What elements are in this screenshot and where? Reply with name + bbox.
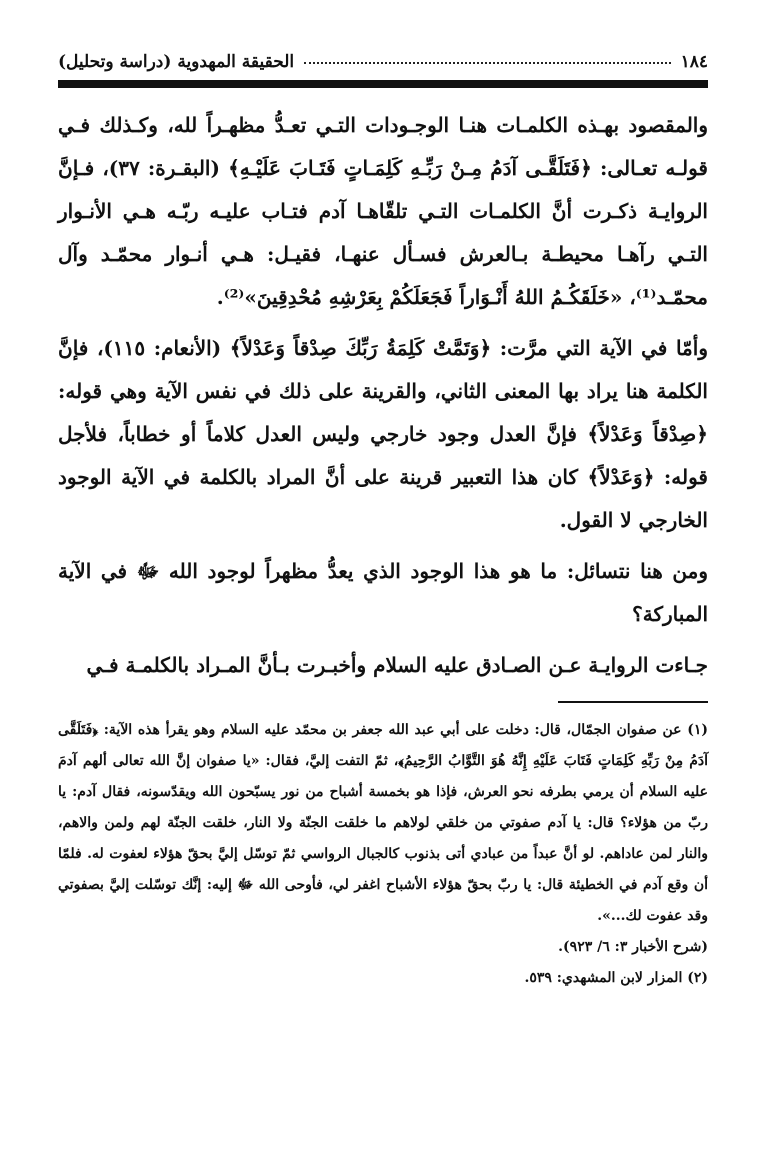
running-header [58, 38, 708, 72]
book-page [58, 38, 708, 1118]
footnote-2: (٢) المزار لابن المشهدي: ٥٣٩. [524, 970, 708, 986]
footnote-1: (١) عن صفوان الجمّال، قال: دخلت على أبي عبد الله جعفر بن محمّد عليه السلام وهو يقرأ هذه الآية: ﴿فَتَلَقَّى آدَمُ مِنْ رَبِّهِ كَلِمَاتٍ فَتَابَ عَلَيْهِ إِنَّهُ هُوَ التَّوَّابُ الرَّحِيمُ﴾، ثمّ التفت إليَّ، فقال: «يا صفوان إنَّ الله تعالى ألهم آدمَ عليه السلام أن يرمي بطرفه نحو العرش، فإذا هو بخمسة أشباح من نور يسبّحون الله ويقدّسونه، فقال آدم: يا ربّ من هؤلاء؟ قال: يا آدم صفوتي من خلقي لولاهم ما خلقت الجنّة ولا النار، خلقت الجنّة لهم ولمن والاهم، والنار لمن عاداهم. لو أنَّ عبداً من عبادي أتى بذنوب كالجبال الرواسي ثمّ توسّل إليَّ بحقّ هؤلاء لعفوت له. فلمّا أن وقع آدم في الخطيئة قال: يا ربّ بحقّ هؤلاء الأشباح اغفر لي، فأوحى الله ﷻ إليه: إنَّك توسّلت إليَّ بصفوتي وقد عفوت لك...». [58, 722, 708, 924]
paragraph-4: جـاءت الروايـة عـن الصـادق عليه السلام وأخبـرت بـأنَّ المـراد بالكلمـة فـي [86, 653, 708, 677]
footnote-divider [558, 701, 708, 703]
header-rule [58, 80, 708, 88]
main-text [58, 104, 708, 687]
paragraph-1: والمقصود بهـذه الكلمـات هنـا الوجـودات التـي تعـدُّ مظهـراً لله، وكـذلك فـي قولـه تعـالى: ﴿فَتَلَقَّـى آدَمُ مِـنْ رَبِّـهِ كَلِمَـاتٍ فَتَـابَ عَلَيْـهِ﴾ (البقـرة: ٣٧)، فـإنَّ الروايـة ذكـرت أنَّ الكلمـات التـي تلقّاهـا آدم فتـاب عليـه ربّـه هـي الأنـوار التـي رآهـا محيطـة بـالعرش فسـأل عنهـا، فقيـل: هـي أنـوار محمّـد وآل محمّـد⁽¹⁾، «خَلَقَكُـمُ اللهُ أَنْـوَاراً فَجَعَلَكُمْ بِعَرْشِهِ مُحْدِقِينَ»⁽²⁾. [58, 113, 708, 309]
page-number: ١٨٤ [680, 52, 708, 72]
paragraph-3: ومن هنا نتسائل: ما هو هذا الوجود الذي يعدُّ مظهراً لوجود الله ﷻ في الآية المباركة؟ [58, 559, 708, 626]
paragraph-2: وأمّا في الآية التي مرَّت: ﴿وَتَمَّتْ كَلِمَةُ رَبِّكَ صِدْقاً وَعَدْلاً﴾ (الأنعام: ١١٥)، فإنَّ الكلمة هنا يراد بها المعنى الثاني، والقرينة على ذلك في نفس الآية وهي قوله: ﴿صِدْقاً وَعَدْلاً﴾ فإنَّ العدل وجود خارجي وليس العدل كلاماً أو خطاباً، فلأجل قوله: ﴿وَعَدْلاً﴾ كان هذا التعبير قرينة على أنَّ المراد بالكلمة في الآية الوجود الخارجي لا القول. [58, 336, 708, 532]
running-title: الحقيقة المهدوية (دراسة وتحليل) [58, 52, 295, 72]
footnotes [58, 715, 708, 994]
header-dot-leader [304, 62, 670, 64]
footnote-1-source: (شرح الأخبار ٣: ٦/ ٩٢٣). [558, 939, 708, 955]
